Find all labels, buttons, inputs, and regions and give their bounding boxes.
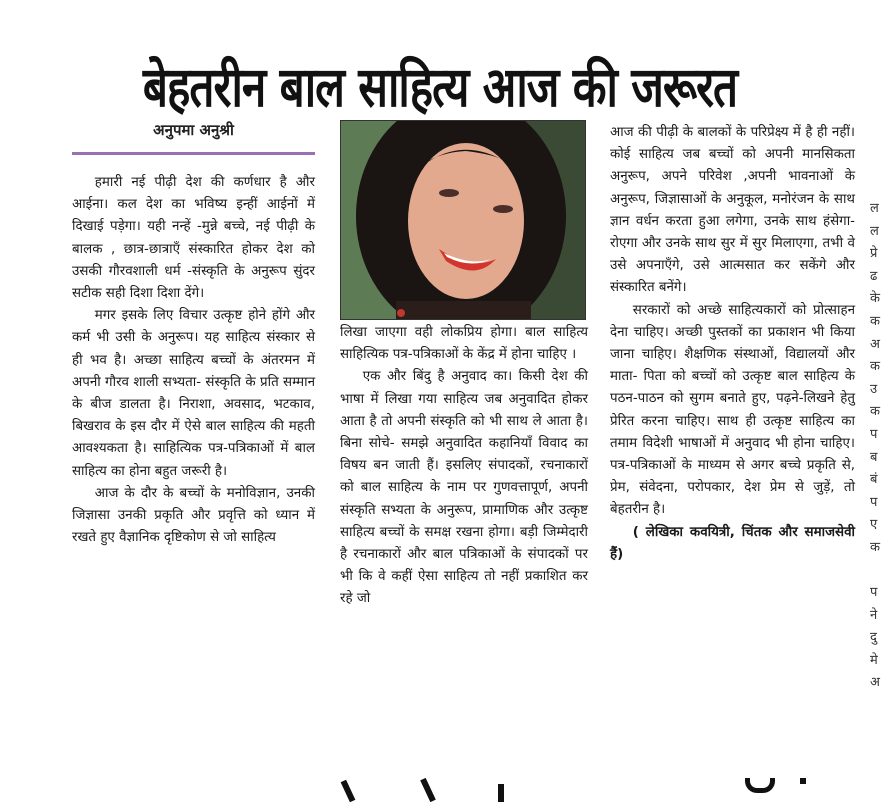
fragment-char: ब <box>870 449 878 465</box>
glyph-stroke <box>420 778 436 802</box>
fragment-char: ल <box>870 201 879 216</box>
fragment-char: अ <box>870 675 880 691</box>
fragment-char: क <box>870 359 880 375</box>
paragraph: सरकारों को अच्छे साहित्यकारों को प्रोत्साहन देना चाहिए। अच्छी पुस्तकों का प्रकाशन भी किया जाना चाहिए। शैक्षणिक संस्थाओं, विद्यालयों और माता- पिता को बच्चों को उत्कृष्ट बाल साहित्य के पठन-पाठन को सुगम बनाते हुए, पढ़ने-लिखने हेतु प्रेरित करना चाहिए। साथ ही उत्कृष्ट साहित्य का तमाम विदेशी भाषाओं में अनुवाद भी होना चाहिए। पत्र-पत्रिकाओं के माध्यम से अगर बच्चे प्रकृति से, प्रेम, संवेदना, परोपकार, देश प्रेम से जुड़ें, तो बेहतरीन है। <box>610 302 855 518</box>
byline-author: अनुपमा अनुश्री <box>153 121 234 139</box>
fragment-char: ल <box>870 223 879 239</box>
paragraph: लिखा जाएगा वही लोकप्रिय होगा। बाल साहित्य साहित्यिक पत्र-पत्रिकाओं के केंद्र में होना चाहिए । <box>340 325 588 363</box>
next-headline-fragment <box>340 770 884 801</box>
fragment-char: क <box>870 404 880 420</box>
fragment-char: प <box>870 585 878 601</box>
fragment-char: उ <box>870 381 878 397</box>
fragment-char: प <box>870 494 878 510</box>
fragment-char: के <box>870 291 880 307</box>
article-column-3 <box>610 122 855 566</box>
paragraph: एक और बिंदु है अनुवाद का। किसी देश की भाषा में लिखा गया साहित्य जब अनुवादित होकर आता है तो अपनी संस्कृति को भी साथ ले आता है। बिना सोचे- समझे अनुवादित कहानियाँ विवाद का विषय बन जाती हैं। इसलिए संपादकों, रचनाकारों को बाल साहित्य के नाम पर गुणवत्तापूर्ण, अपनी संस्कृति सभ्यता के अनुरूप, प्रामाणिक और उत्कृष्ट साहित्य बच्चों के समक्ष रखना होगा। बड़ी जिम्मेदारी है रचनाकारों और बाल पत्रिकाओं के संपादकों पर भी कि वे कहीं ऐसा साहित्य तो नहीं प्रकाशित कर रहे जो <box>340 369 588 607</box>
fragment-char: क <box>870 539 880 555</box>
glyph-stroke <box>498 784 504 802</box>
fragment-char <box>870 560 884 583</box>
fragment-char: मे <box>870 652 878 668</box>
author-photo <box>340 120 586 320</box>
article-column-1 <box>72 172 315 549</box>
fragment-char: बं <box>870 472 878 488</box>
glyph-dot <box>800 778 806 784</box>
fragment-char: दु <box>870 630 877 646</box>
portrait-image-icon <box>341 121 586 320</box>
author-note: ( लेखिका कवयित्री, चिंतक और समाजसेवी हैं) <box>610 524 855 562</box>
fragment-char: ने <box>870 607 878 623</box>
paragraph: आज के दौर के बच्चों के मनोविज्ञान, उनकी जिज्ञासा उनकी प्रकृति और प्रवृत्ति को ध्यान में रखते हुए वैज्ञानिक दृष्टिकोण से जो साहित्य <box>72 485 315 546</box>
paragraph: आज की पीढ़ी के बालकों के परिप्रेक्ष्य में है ही नहीं। कोई साहित्य जब बच्चों को अपनी मानसिकता अनुरूप, अपने परिवेश ,अपनी भावनाओं के अनुरूप, जिज्ञासाओं के अनुकूल, मनोरंजन के साथ ज्ञान वर्धन करता हुआ लगेगा, उनके साथ हंसेगा- रोएगा और उनके साथ सुर में सुर मिलाएगा, तभी वे उसे अपनाएँगे, उसे आत्मसात कर सकेंगे और संस्कारित बनेंगे। <box>610 125 855 296</box>
paragraph: मगर इसके लिए विचार उत्कृष्ट होने होंगे और कर्म भी उसी के अनुरूप। यह साहित्य संस्कार से ही भव है। अच्छा साहित्य बच्चों के अंतरमन में अपनी गौरव शाली सभ्यता- संस्कृति के प्रति सम्मान के बीज डालता है। निराशा, अवसाद, भटकाव, बिखराव के इस दौर में ऐसे बाल साहित्य की महती आवश्यकता है। साहित्यिक पत्र-पत्रिकाओं में बाल साहित्य का होना बहुत जरूरी है। <box>72 308 315 479</box>
glyph-stroke <box>745 778 775 793</box>
paragraph: हमारी नई पीढ़ी देश की कर्णधार है और आईना। कल देश का भविष्य इन्हीं आईनों में दिखाई पड़ेगा। यही नन्हें -मुन्ने बच्चे, नई पीढ़ी के बालक , छात्र-छात्राएँ संस्कारित होकर देश को उसकी गौरवशाली धर्म -संस्कृति के अनुरूप सुंदर सटीक सही दिशा दिशा देंगे। <box>72 175 315 302</box>
fragment-char: ढ <box>870 268 878 284</box>
fragment-char: क <box>870 313 880 329</box>
article-column-2 <box>340 322 588 611</box>
fragment-char: प <box>870 426 878 442</box>
article-headline: बेहतरीन बाल साहित्य आज की जरूरत <box>142 56 738 121</box>
glyph-stroke <box>341 780 356 802</box>
fragment-char: प्रे <box>870 246 878 262</box>
fragment-char: अ <box>870 336 880 352</box>
adjacent-article-fragment <box>870 198 884 695</box>
fragment-char: ए <box>870 517 878 533</box>
byline-divider <box>72 152 315 155</box>
